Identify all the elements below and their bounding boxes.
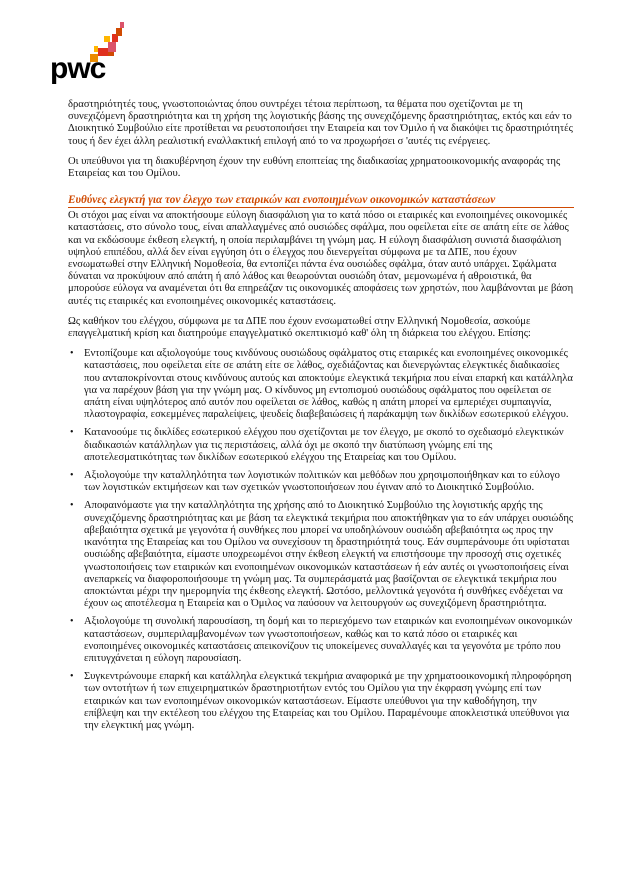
paragraph: Οι υπεύθυνοι για τη διακυβέρνηση έχουν την ευθύνη εποπτείας της διαδικασίας χρηματοοικονομικής αναφοράς της Εταιρείας και του Ομίλου. [68,155,561,180]
logo-block [116,28,122,36]
paragraph: δραστηριότητές τους, γνωστοποιώντας όπου συντρέχει τέτοια περίπτωση, τα θέματα που σχετίζονται με τη συνεχιζόμενη δραστηριότητα και τη χρήση της λογιστικής βάσης της συνεχιζόμενης δραστηριότητας, εκτός και εάν το Διοικητικό Συμβούλιο είτε προτίθεται να ρευστοποιήσει την Εταιρεία και τον Όμιλο ή να διακόψει τις δραστηριότητές τους ή δεν έχει άλλη ρεαλιστική εναλλακτική επιλογή από το να προχωρήσει σ 'αυτές τις ενέργειες. [68,99,573,147]
list-item: • Συγκεντρώνουμε επαρκή και κατάλληλα ελεγκτικά τεκμήρια αναφορικά με την χρηματοοικονομική πληροφόρηση των οντοτήτων ή των επιχειρηματικών δραστηριοτήτων εντός του Ομίλου για την έκφραση γνώμης επί των εταιρικών και των ενοποιημένων οικονομικών καταστάσεων. Είμαστε υπεύθυνοι για την καθοδήγηση, την επίβλεψη και την εκτέλεση του ελέγχου της Εταιρείας και του Ομίλου. Παραμένουμε αποκλειστικά υπεύθυνοι για την ελεγκτική μας γνώμη. [84,671,574,732]
logo-block [108,42,116,52]
list-item: • Αποφαινόμαστε για την καταλληλότητα της χρήσης από το Διοικητικό Συμβούλιο της λογιστικής αρχής της συνεχιζόμενης δραστηριότητας και με βάση τα ελεγκτικά τεκμήρια που αποκτήθηκαν για το εάν υπάρχει ουσιώδης αβεβαιότητα σχετικά με γεγονότα ή συνθήκες που μπορεί να υποδηλώνουν ουσιώδη αβεβαιότητα ως προς την ικανότητα της Εταιρείας και του Ομίλου να συνεχίσουν τη δραστηριότητά τους. Εάν συμπεράνουμε ότι υφίσταται ουσιώδης αβεβαιότητα, είμαστε υποχρεωμένοι στην έκθεση ελεγκτή να επιστήσουμε την προσοχή στις σχετικές γνωστοποιήσεις των εταιρικών και ενοποιημένων οικονομικών καταστάσεων ή εάν αυτές οι γνωστοποιήσεις είναι ανεπαρκείς να διαφοροποιήσουμε τη γνώμη μας. Τα συμπεράσματά μας βασίζονται σε ελεγκτικά τεκμήρια που αποκτώνται μέχρι την ημερομηνία της έκθεσης ελεγκτή. Ωστόσο, μελλοντικά γεγονότα ή συνθήκες ενδέχεται να έχουν ως αποτέλεσμα η Εταιρεία και ο Όμιλος να παύσουν να λειτουργούν ως συνεχιζόμενη δραστηριότητα. [84,500,574,610]
list-item: • Αξιολογούμε τη συνολική παρουσίαση, τη δομή και το περιεχόμενο των εταιρικών και ενοποιημένων οικονομικών καταστάσεων, συμπεριλαμβανομένων των γνωστοποιήσεων, καθώς και το κατά πόσο οι εταιρικές και ενοποιημένες οικονομικές καταστάσεις απεικονίζουν τις υποκείμενες συναλλαγές και τα γεγονότα με τρόπο που επιτυγχάνεται η εύλογη παρουσίαση. [84,616,574,665]
document-body [68,99,574,738]
bullet-list [68,348,574,732]
paragraph: Οι στόχοι μας είναι να αποκτήσουμε εύλογη διασφάλιση για το κατά πόσο οι εταιρικές και ενοποιημένες οικονομικές καταστάσεις, στο σύνολο τους, είναι απαλλαγμένες από ουσιώδες σφάλμα, που οφείλεται είτε σε απάτη είτε σε λάθος και να εκδώσουμε έκθεση ελεγκτή, η οποία περιλαμβάνει τη γνώμη μας. Η εύλογη διασφάλιση συνιστά διασφάλιση υψηλού επιπέδου, αλλά δεν είναι εγγύηση ότι ο έλεγχος που διενεργείται σύμφωνα με τα ΔΠΕ, που έχουν ενσωματωθεί στην Ελληνική Νομοθεσία, θα εντοπίζει πάντα ένα ουσιώδες σφάλμα, όταν αυτό υπάρχει. Σφάλματα δύναται να προκύψουν από απάτη ή από λάθος και θεωρούνται ουσιώδη όταν, μεμονωμένα ή αθροιστικά, θα μπορούσε εύλογα να αναμένεται ότι θα επηρεάζαν τις οικονομικές αποφάσεις των χρηστών, που λαμβάνονται με βάση αυτές τις εταιρικές και ενοποιημένες οικονομικές καταστάσεις. [68,210,574,307]
logo-block [104,36,110,42]
logo-block [120,22,124,28]
list-item: • Αξιολογούμε την καταλληλότητα των λογιστικών πολιτικών και μεθόδων που χρησιμοποιήθηκαν και το εύλογο των λογιστικών εκτιμήσεων και των σχετικών γνωστοποιήσεων που έγιναν από το Διοικητικό Συμβούλιο. [84,470,574,494]
section-heading: Ευθύνες ελεγκτή για τον έλεγχο των εταιρικών και ενοποιημένων οικονομικών καταστάσεων [68,194,574,208]
logo-block [108,52,114,56]
logo-wordmark: pwc [50,52,106,85]
paragraph: Ως καθήκον του ελέγχου, σύμφωνα με τα ΔΠΕ που έχουν ενσωματωθεί στην Ελληνική Νομοθεσία, ασκούμε επαγγελματική κρίση και διατηρούμε επαγγελματικό σκεπτικισμό καθ' όλη τη διάρκεια του ελέγχου. Επίσης: [68,315,531,340]
list-item: • Κατανοούμε τις δικλίδες εσωτερικού ελέγχου που σχετίζονται με τον έλεγχο, με σκοπό το σχεδιασμό ελεγκτικών διαδικασιών κατάλληλων για τις περιστάσεις, αλλά όχι με σκοπό την διατύπωση γνώμης επί της αποτελεσματικότητας των δικλίδων εσωτερικού ελέγχου της Εταιρείας και του Ομίλου. [84,427,574,464]
list-item: • Εντοπίζουμε και αξιολογούμε τους κινδύνους ουσιώδους σφάλματος στις εταιρικές και ενοποιημένες οικονομικές καταστάσεις, που οφείλεται είτε σε απάτη είτε σε λάθος, σχεδιάζοντας και διενεργώντας ελεγκτικές διαδικασίες που ανταποκρίνονται στους κινδύνους αυτούς και αποκτούμε ελεγκτικά τεκμήρια που είναι επαρκή και κατάλληλα για να παρέχουν βάση για την γνώμη μας. Ο κίνδυνος μη εντοπισμού ουσιώδους σφάλματος που οφείλεται σε απάτη είναι υψηλότερος από αυτόν που οφείλεται σε λάθος, καθώς η απάτη μπορεί να εμπεριέχει συμπαιγνία, πλαστογραφία, εσκεμμένες παραλείψεις, ψευδείς διαβεβαιώσεις ή παράκαμψη των δικλίδων εσωτερικού ελέγχου. [84,348,574,421]
